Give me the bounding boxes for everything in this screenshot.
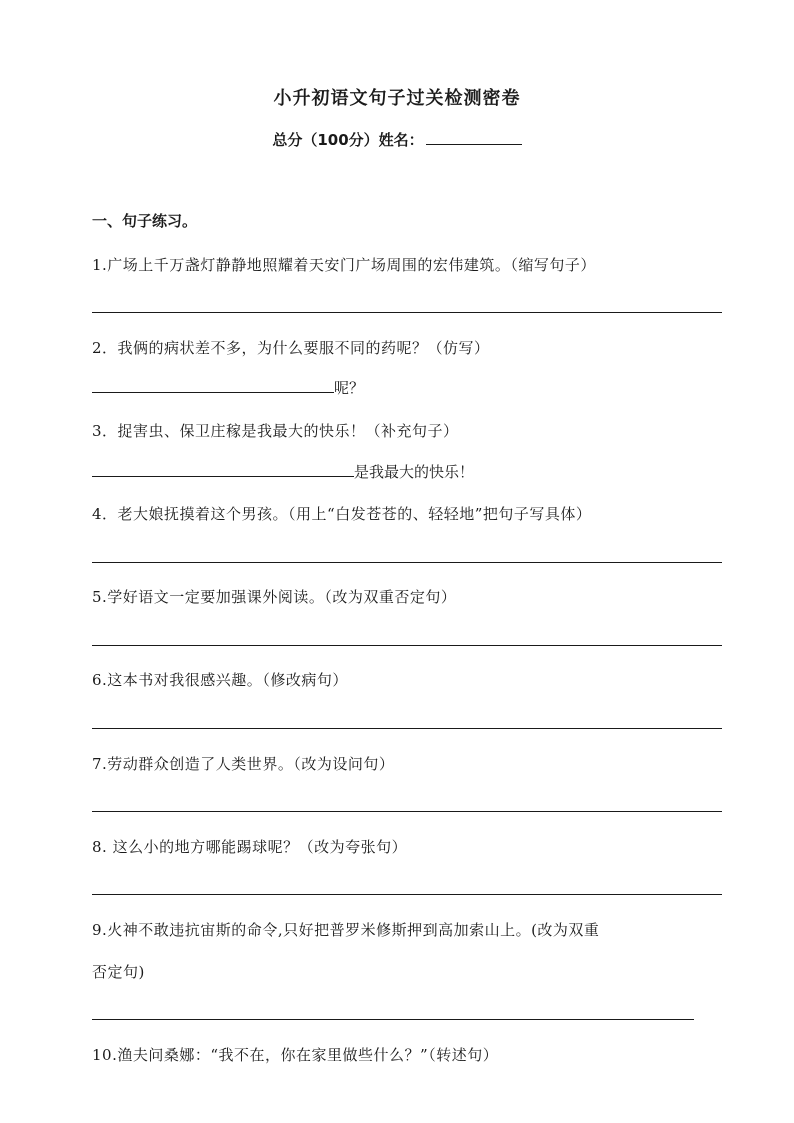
question-4: 4．老大娘抚摸着这个男孩。（用上“白发苍苍的、轻轻地”把句子写具体） [92, 505, 592, 523]
answer-blank-2-line[interactable] [92, 378, 334, 393]
question-7: 7.劳动群众创造了人类世界。（改为设问句） [92, 755, 395, 773]
answer-line-4[interactable] [92, 562, 722, 563]
score-name-line [0, 129, 794, 150]
answer-blank-2 [92, 377, 364, 398]
answer-line-6[interactable] [92, 728, 722, 729]
section-heading: 一、句子练习。 [92, 212, 198, 230]
question-6: 6.这本书对我很感兴趣。（修改病句） [92, 671, 348, 689]
answer-blank-2-tail: 呢？ [334, 379, 365, 397]
question-2: 2．我俩的病状差不多，为什么要服不同的药呢？（仿写） [92, 339, 490, 357]
question-10: 10.渔夫问桑娜：“我不在，你在家里做些什么？”（转述句） [92, 1046, 499, 1064]
answer-line-9[interactable] [92, 1019, 694, 1020]
page-title: 小升初语文句子过关检测密卷 [273, 88, 521, 109]
score-name-label: 总分（100分）姓名： [272, 131, 424, 149]
answer-line-5[interactable] [92, 645, 722, 646]
answer-line-1[interactable] [92, 312, 722, 313]
question-8: 8. 这么小的地方哪能踢球呢？（改为夸张句） [92, 838, 408, 856]
question-1: 1.广场上千万盏灯静静地照耀着天安门广场周围的宏伟建筑。（缩写句子） [92, 256, 596, 274]
answer-blank-3 [92, 461, 474, 482]
name-blank[interactable] [426, 130, 522, 145]
answer-blank-3-tail: 是我最大的快乐！ [354, 463, 475, 481]
answer-line-7[interactable] [92, 811, 722, 812]
answer-line-8[interactable] [92, 894, 722, 895]
question-9-line-1: 9.火神不敢违抗宙斯的命令,只好把普罗米修斯押到高加索山上。(改为双重 [92, 921, 600, 939]
question-5: 5.学好语文一定要加强课外阅读。（改为双重否定句） [92, 588, 457, 606]
question-9-line-2: 否定句) [92, 963, 145, 981]
question-3: 3．捉害虫、保卫庄稼是我最大的快乐！（补充句子） [92, 422, 459, 440]
answer-blank-3-line[interactable] [92, 462, 354, 477]
